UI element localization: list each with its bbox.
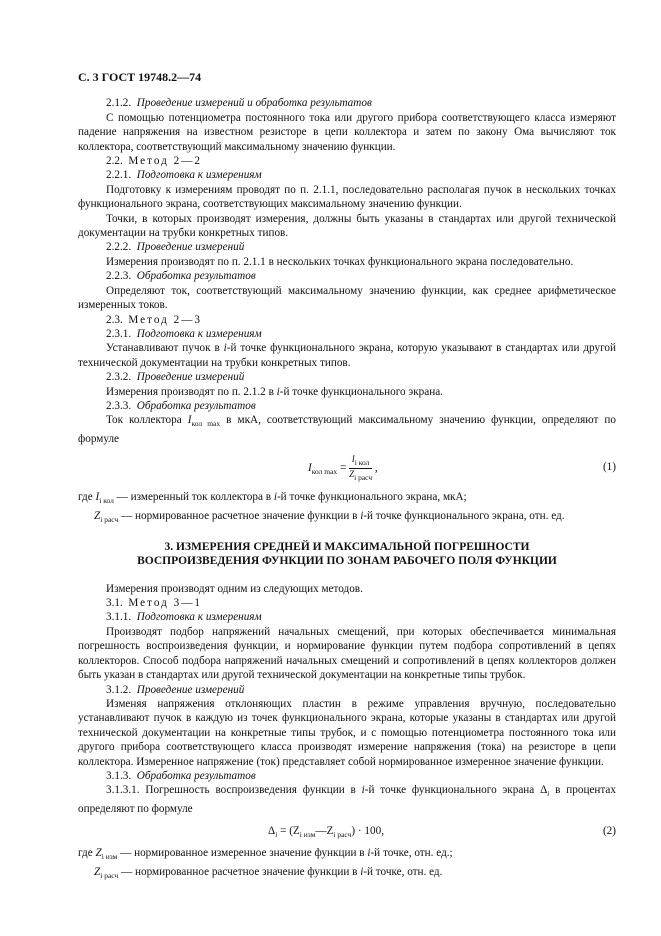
where-1: где $I_{i кол}$ — измеренный ток коллектора в i-й точке функционального экрана, мкА; <box>78 491 467 506</box>
clause-2-3-1-text: Устанавливают пучок в i-й точке функционального экрана, которую указывают в стандартах или другой технической документации на трубки конкретных типов. <box>78 342 616 369</box>
where-2: $Z_{i расч}$ — нормированное расчетное значение функции в i-й точке функционального экрана, отн. ед. <box>94 510 565 525</box>
formula-1-number: (1) <box>602 461 616 474</box>
clause-2-3-2-text: Измерения производят по п. 2.1.2 в i-й точке функционального экрана. <box>106 385 443 398</box>
clause-3-1-1-heading: 3.1.1. Подготовка к измерениям <box>106 611 262 624</box>
clause-2-3-3-text: Ток коллектора $I_{кол max}$ в мкА, соответствующий максимальному значению функции, определяют по формуле <box>78 414 616 445</box>
clause-2-3-1-heading: 2.3.1. Подготовка к измерениям <box>106 327 262 340</box>
clause-2-3-3-heading: 2.3.3. Обработка результатов <box>106 399 256 412</box>
clause-2-2-2-heading: 2.2.2. Проведение измерений <box>106 241 245 254</box>
clause-3-1-1-text: Производят подбор напряжений начальных смещений, при которых обеспечивается минимальная погрешность воспроизведения функции, и нормирование функции путем подбора сопротивлений в цепях коллекторов. Способ подбора напряжений начальных смещений и сопротивлений в цепях коллекторов должен быть указан в стандартах или другой технической документации на конкретные типы трубок. <box>78 625 616 682</box>
clause-3-1-heading: 3.1. Метод 3—1 <box>106 597 203 610</box>
clause-2-1-2-text: С помощью потенциометра постоянного тока или другого прибора соответствующего класса измеряют падение напряжения на известном резисторе в цепи коллектора и затем по закону Ома вычисляют ток коллектора, соответствующий максимальному значению функции. <box>78 111 616 153</box>
clause-2-2-3-heading: 2.2.3. Обработка результатов <box>106 270 256 283</box>
clause-2-2-1-text-2: Точки, в которых производят измерения, должны быть указаны в стандартах или другой технической документации на трубки конкретных типов. <box>78 212 616 240</box>
clause-2-2-1-heading: 2.2.1. Подготовка к измерениям <box>106 169 262 182</box>
clause-2-3-2-heading: 2.3.2. Проведение измерений <box>106 371 245 384</box>
clause-2-2-3-text: Определяют ток, соответствующий максимальному значению функции, как среднее арифметическое измеренных токов. <box>78 284 616 312</box>
clause-3-1-2-heading: 3.1.2. Проведение измерений <box>106 683 245 696</box>
formula-2-number: (2) <box>602 825 616 838</box>
where-3: где $Z_{i изм}$ — нормированное измеренное значение функции в i-й точке, отн. ед.; <box>78 847 453 862</box>
page-header: С. 3 ГОСТ 19748.2—74 <box>78 70 202 84</box>
clause-2-1-2-heading: 2.1.2. Проведение измерений и обработка результатов <box>106 97 372 110</box>
clause-3-1-2-text: Изменяя напряжения отклоняющих пластин в режиме управления вручную, последовательно устанавливают пучок в каждую из точек функционального экрана, которые указаны в стандартах или другой технической документации на конкретные типы трубок, и с помощью потенциометра постоянного тока или другого прибора соответствующего класса производят измерение напряжения (тока) на резисторе в цепи коллектора. Измеренное напряжение (ток) представляет собой нормированное измеренное значение функции. <box>78 697 616 768</box>
clause-2-2-heading: 2.2. Метод 2—2 <box>106 155 203 168</box>
section-3-title: 3. ИЗМЕРЕНИЯ СРЕДНЕЙ И МАКСИМАЛЬНОЙ ПОГРЕШНОСТИ ВОСПРОИЗВЕДЕНИЯ ФУНКЦИИ ПО ЗОНАМ РАБОЧЕГО ПОЛЯ ФУНКЦИИ <box>137 540 557 567</box>
formula-2: $\Delta_i$ = $(Z_{i изм}—Z_{i расч}) \cdot 100$, (2) <box>268 825 616 840</box>
clause-3-1-3-1-text: 3.1.3.1. Погрешность воспроизведения функции в i-й точке функционального экрана $\Delta_i$ в процентах определяют по формуле <box>78 784 616 815</box>
document-page <box>78 70 616 884</box>
clause-3-1-3-heading: 3.1.3. Обработка результатов <box>106 769 256 782</box>
clause-2-2-1-text-1: Подготовку к измерениям проводят по п. 2.1.1, последовательно располагая пучок в нескольких точках функционального экрана, соответствующих максимальному значению функции. <box>78 183 616 211</box>
where-4: $Z_{i расч}$ — нормированное расчетное значение функции в i-й точке, отн. ед. <box>94 866 443 881</box>
formula-1-fraction: $\frac{I_{i кол}}{Z_{i расч}}$ <box>349 454 373 482</box>
clause-2-3-heading: 2.3. Метод 2—3 <box>106 313 203 326</box>
clause-2-2-2-text: Измерения производят по п. 2.1.1 в нескольких точках функционального экрана последовательно. <box>106 255 574 268</box>
formula-1: $I_{кол max}$ = $\frac{I_{i кол}}{Z_{i расч}}$ , (1) <box>308 454 616 482</box>
section-3-intro: Измерения производят одним из следующих методов. <box>106 582 363 595</box>
